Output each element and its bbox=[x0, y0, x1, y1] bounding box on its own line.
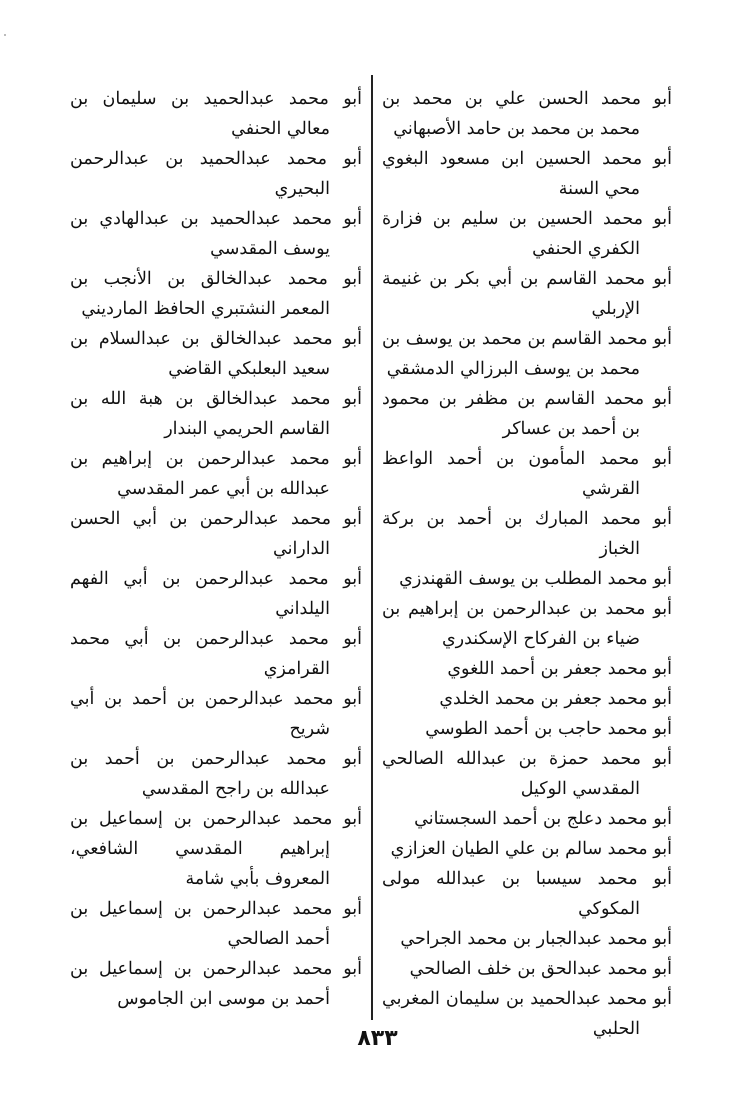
right-column bbox=[382, 84, 672, 1044]
list-item: أبو محمد عبدالرحمن بن أبي الحسن الداراني bbox=[70, 509, 362, 559]
list-item: أبو محمد الحسن علي بن محمد بن محمد بن محمد بن حامد الأصبهاني bbox=[382, 89, 672, 139]
list-item: أبو محمد دعلج بن أحمد السجستاني bbox=[414, 809, 672, 829]
list-item: أبو محمد حاجب بن أحمد الطوسي bbox=[425, 719, 672, 739]
list-item: أبو محمد عبدالخالق بن هبة الله بن القاسم الحريمي البندار bbox=[70, 389, 362, 439]
list-item: أبو محمد جعفر بن محمد الخلدي bbox=[439, 689, 672, 709]
list-item: أبو محمد عبدالحميد بن عبدالهادي بن يوسف المقدسي bbox=[70, 209, 362, 259]
list-item: أبو محمد القاسم بن محمد بن يوسف بن محمد بن يوسف البرزالي الدمشقي bbox=[382, 329, 672, 379]
list-item: أبو محمد عبدالجبار بن محمد الجراحي bbox=[400, 929, 672, 949]
list-item: أبو محمد عبدالرحمن بن إسماعيل بن إبراهيم المقدسي الشافعي، المعروف بأبي شامة bbox=[70, 809, 362, 889]
list-item: أبو محمد القاسم بن أبي بكر بن غنيمة الإربلي bbox=[382, 269, 672, 319]
list-item: أبو محمد عبدالحميد بن سليمان المغربي الحلبي bbox=[382, 989, 672, 1039]
list-item: أبو محمد عبدالحميد بن سليمان بن معالي الحنفي bbox=[70, 89, 362, 139]
list-item: أبو محمد المبارك بن أحمد بن بركة الخباز bbox=[382, 509, 672, 559]
list-item: أبو محمد القاسم بن مظفر بن محمود بن أحمد بن عساكر bbox=[382, 389, 672, 439]
column-divider bbox=[371, 75, 373, 1020]
list-item: أبو محمد عبدالرحمن بن إسماعيل بن أحمد بن موسى ابن الجاموس bbox=[70, 959, 362, 1009]
list-item: أبو محمد حمزة بن عبدالله الصالحي المقدسي الوكيل bbox=[382, 749, 672, 799]
list-item: أبو محمد عبدالخالق بن الأنجب بن المعمر النشتبري الحافظ الماردیني bbox=[70, 269, 362, 319]
list-item: أبو محمد المأمون بن أحمد الواعظ القرشي bbox=[382, 449, 672, 499]
left-column bbox=[70, 84, 362, 1014]
list-item: أبو محمد المطلب بن يوسف القهندزي bbox=[399, 569, 672, 589]
list-item: أبو محمد عبدالحميد بن عبدالرحمن البحيري bbox=[70, 149, 362, 199]
list-item: أبو محمد جعفر بن أحمد اللغوي bbox=[447, 659, 672, 679]
list-item: أبو محمد عبدالرحمن بن أبي الفهم اليلداني bbox=[70, 569, 362, 619]
margin-speck bbox=[4, 34, 6, 36]
list-item: أبو محمد عبدالرحمن بن أبي محمد القرامزي bbox=[70, 629, 362, 679]
list-item: أبو محمد عبدالرحمن بن أحمد بن عبدالله بن راجح المقدسي bbox=[70, 749, 362, 799]
list-item: أبو محمد عبدالخالق بن عبدالسلام بن سعيد البعلبكي القاضي bbox=[70, 329, 362, 379]
list-item: أبو محمد عبدالرحمن بن أحمد بن أبي شريح bbox=[70, 689, 362, 739]
list-item: أبو محمد بن عبدالرحمن بن إبراهيم بن ضياء بن الفركاح الإسكندري bbox=[382, 599, 672, 649]
list-item: أبو محمد سالم بن علي الطيان العزازي bbox=[390, 839, 672, 859]
list-item: أبو محمد عبدالرحمن بن إبراهيم بن عبدالله بن أبي عمر المقدسي bbox=[70, 449, 362, 499]
list-item: أبو محمد الحسين ابن مسعود البغوي محي السنة bbox=[382, 149, 672, 199]
list-item: أبو محمد عبدالرحمن بن إسماعيل بن أحمد الصالحي bbox=[70, 899, 362, 949]
list-item: أبو محمد سيسبا بن عبدالله مولى المكوكي bbox=[382, 869, 672, 919]
list-item: أبو محمد الحسين بن سليم بن فزارة الكفري الحنفي bbox=[382, 209, 672, 259]
page-number: ٨٣٣ bbox=[357, 1026, 398, 1051]
list-item: أبو محمد عبدالحق بن خلف الصالحي bbox=[409, 959, 672, 979]
